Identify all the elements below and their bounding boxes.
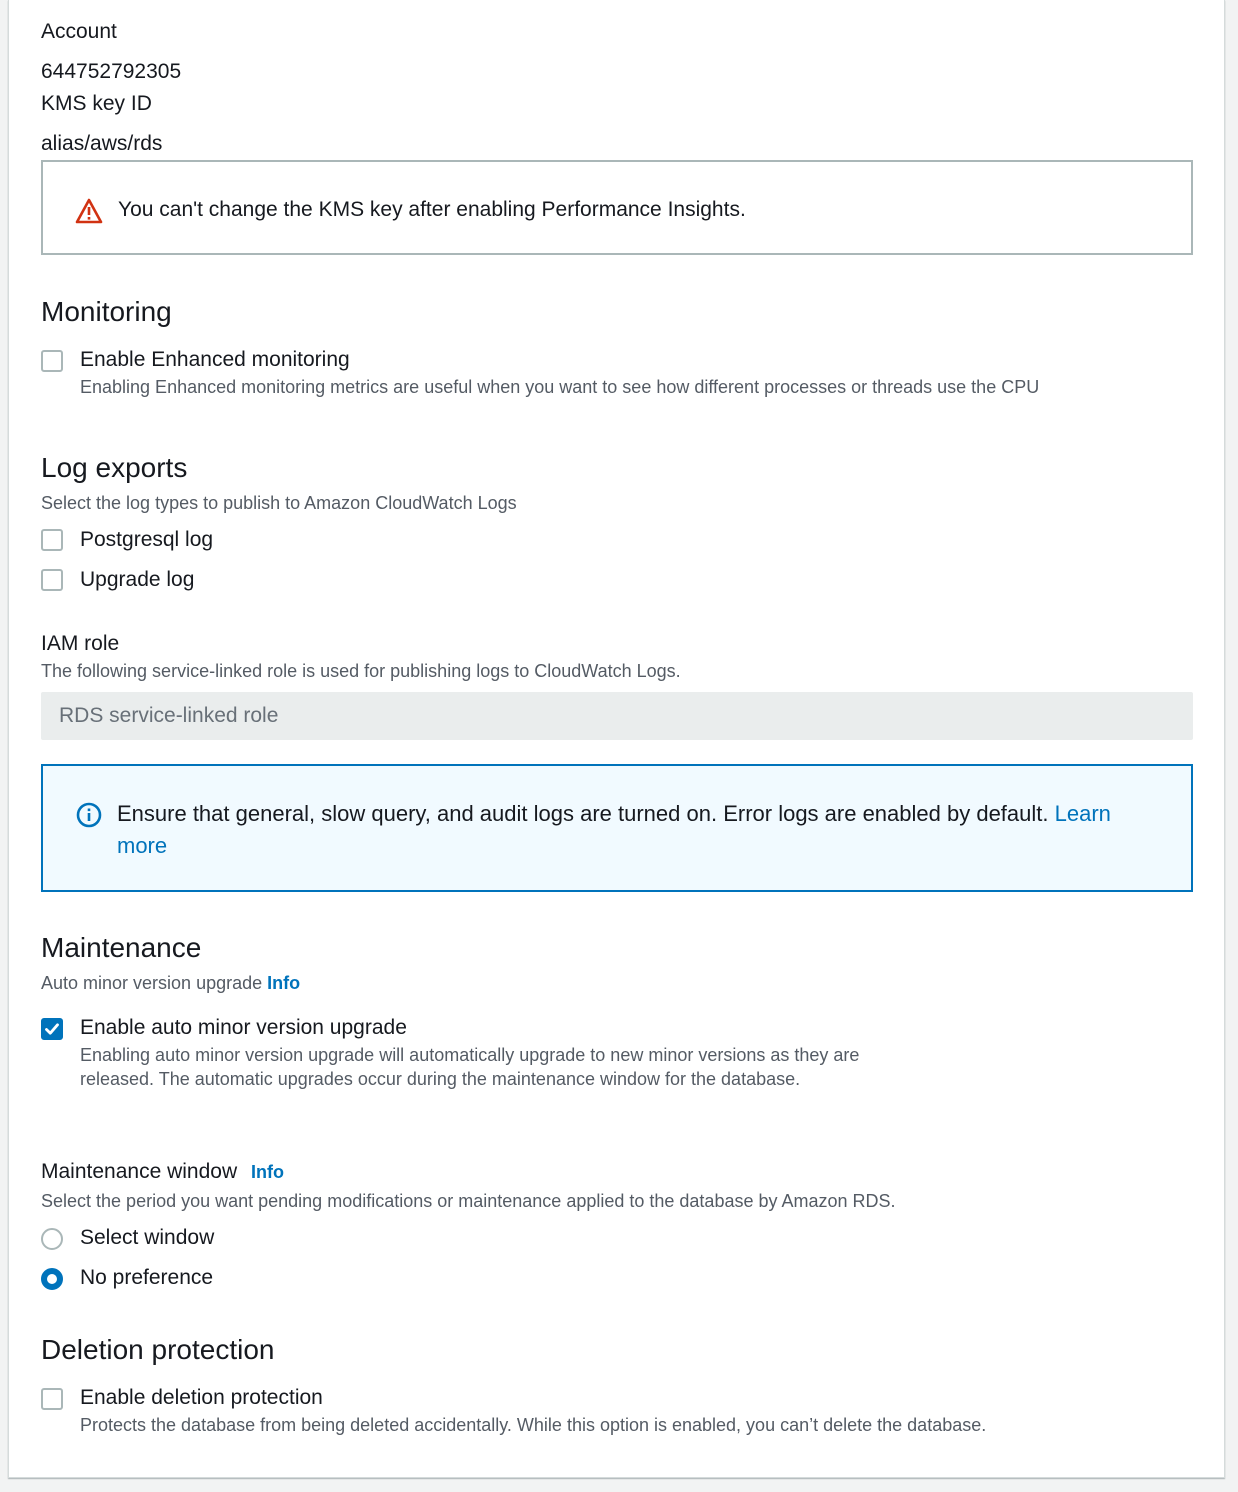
kms-warning-alert: [41, 160, 1193, 255]
auto-minor-upgrade-text: Auto minor version upgrade: [41, 973, 263, 993]
checkmark-icon: [43, 1020, 61, 1038]
deletion-protection-heading: Deletion protection: [41, 1334, 275, 1365]
maintenance-window-label: [41, 1159, 284, 1185]
upgrade-log-label[interactable]: Upgrade log: [80, 568, 195, 591]
deletion-protection-label[interactable]: Enable deletion protection: [80, 1386, 323, 1409]
warning-icon: [75, 198, 103, 224]
logs-info-message: Ensure that general, slow query, and audit logs are turned on. Error logs are enabled by default.: [117, 801, 1049, 826]
maintenance-heading: Maintenance: [41, 932, 202, 963]
kms-warning-text: You can't change the KMS key after enabling Performance Insights.: [118, 198, 746, 221]
auto-minor-upgrade-checkbox-label[interactable]: Enable auto minor version upgrade: [80, 1016, 407, 1039]
select-window-radio[interactable]: [41, 1228, 63, 1250]
kms-key-value: alias/aws/rds: [41, 132, 163, 155]
logs-info-alert: [41, 764, 1193, 892]
auto-minor-upgrade-checkbox[interactable]: [41, 1018, 63, 1040]
iam-role-field: RDS service-linked role: [41, 692, 1193, 740]
auto-minor-upgrade-label: [41, 971, 300, 995]
iam-role-label: IAM role: [41, 632, 120, 655]
account-label: Account: [41, 20, 117, 43]
select-window-label[interactable]: Select window: [80, 1226, 215, 1249]
maintenance-window-desc: Select the period you want pending modifications or maintenance applied to the database by Amazon RDS.: [41, 1191, 896, 1211]
kms-key-label: KMS key ID: [41, 92, 152, 115]
learn-more-link[interactable]: Learn more: [117, 801, 1111, 858]
upgrade-log-checkbox[interactable]: [41, 569, 63, 591]
enhanced-monitoring-checkbox[interactable]: [41, 350, 63, 372]
log-exports-heading: Log exports: [41, 452, 188, 483]
deletion-protection-checkbox[interactable]: [41, 1388, 63, 1410]
postgresql-log-checkbox[interactable]: [41, 529, 63, 551]
info-icon: [76, 802, 102, 828]
monitoring-heading: Monitoring: [41, 296, 172, 327]
maintenance-window-info-link[interactable]: Info: [250, 1162, 284, 1182]
auto-minor-upgrade-info-link[interactable]: Info: [267, 973, 301, 993]
settings-panel: [8, 0, 1225, 1478]
logs-info-text: [117, 798, 1167, 862]
maintenance-window-text: Maintenance window: [41, 1160, 238, 1183]
auto-minor-upgrade-desc: Enabling auto minor version upgrade will automatically upgrade to new minor versions as they are released. The automatic upgrades occur during the maintenance window for the database.: [80, 1045, 860, 1089]
account-value: 644752792305: [41, 60, 182, 83]
enhanced-monitoring-label[interactable]: Enable Enhanced monitoring: [80, 348, 350, 371]
iam-role-desc: The following service-linked role is used for publishing logs to CloudWatch Logs.: [41, 661, 681, 681]
enhanced-monitoring-desc: Enabling Enhanced monitoring metrics are useful when you want to see how different processes or threads use the CPU: [80, 377, 1040, 397]
no-preference-radio[interactable]: [41, 1268, 63, 1290]
deletion-protection-desc: Protects the database from being deleted accidentally. While this option is enabled, you can’t delete the database.: [80, 1415, 987, 1435]
log-exports-desc: Select the log types to publish to Amazon CloudWatch Logs: [41, 493, 517, 513]
no-preference-label[interactable]: No preference: [80, 1266, 214, 1289]
postgresql-log-label[interactable]: Postgresql log: [80, 528, 214, 551]
